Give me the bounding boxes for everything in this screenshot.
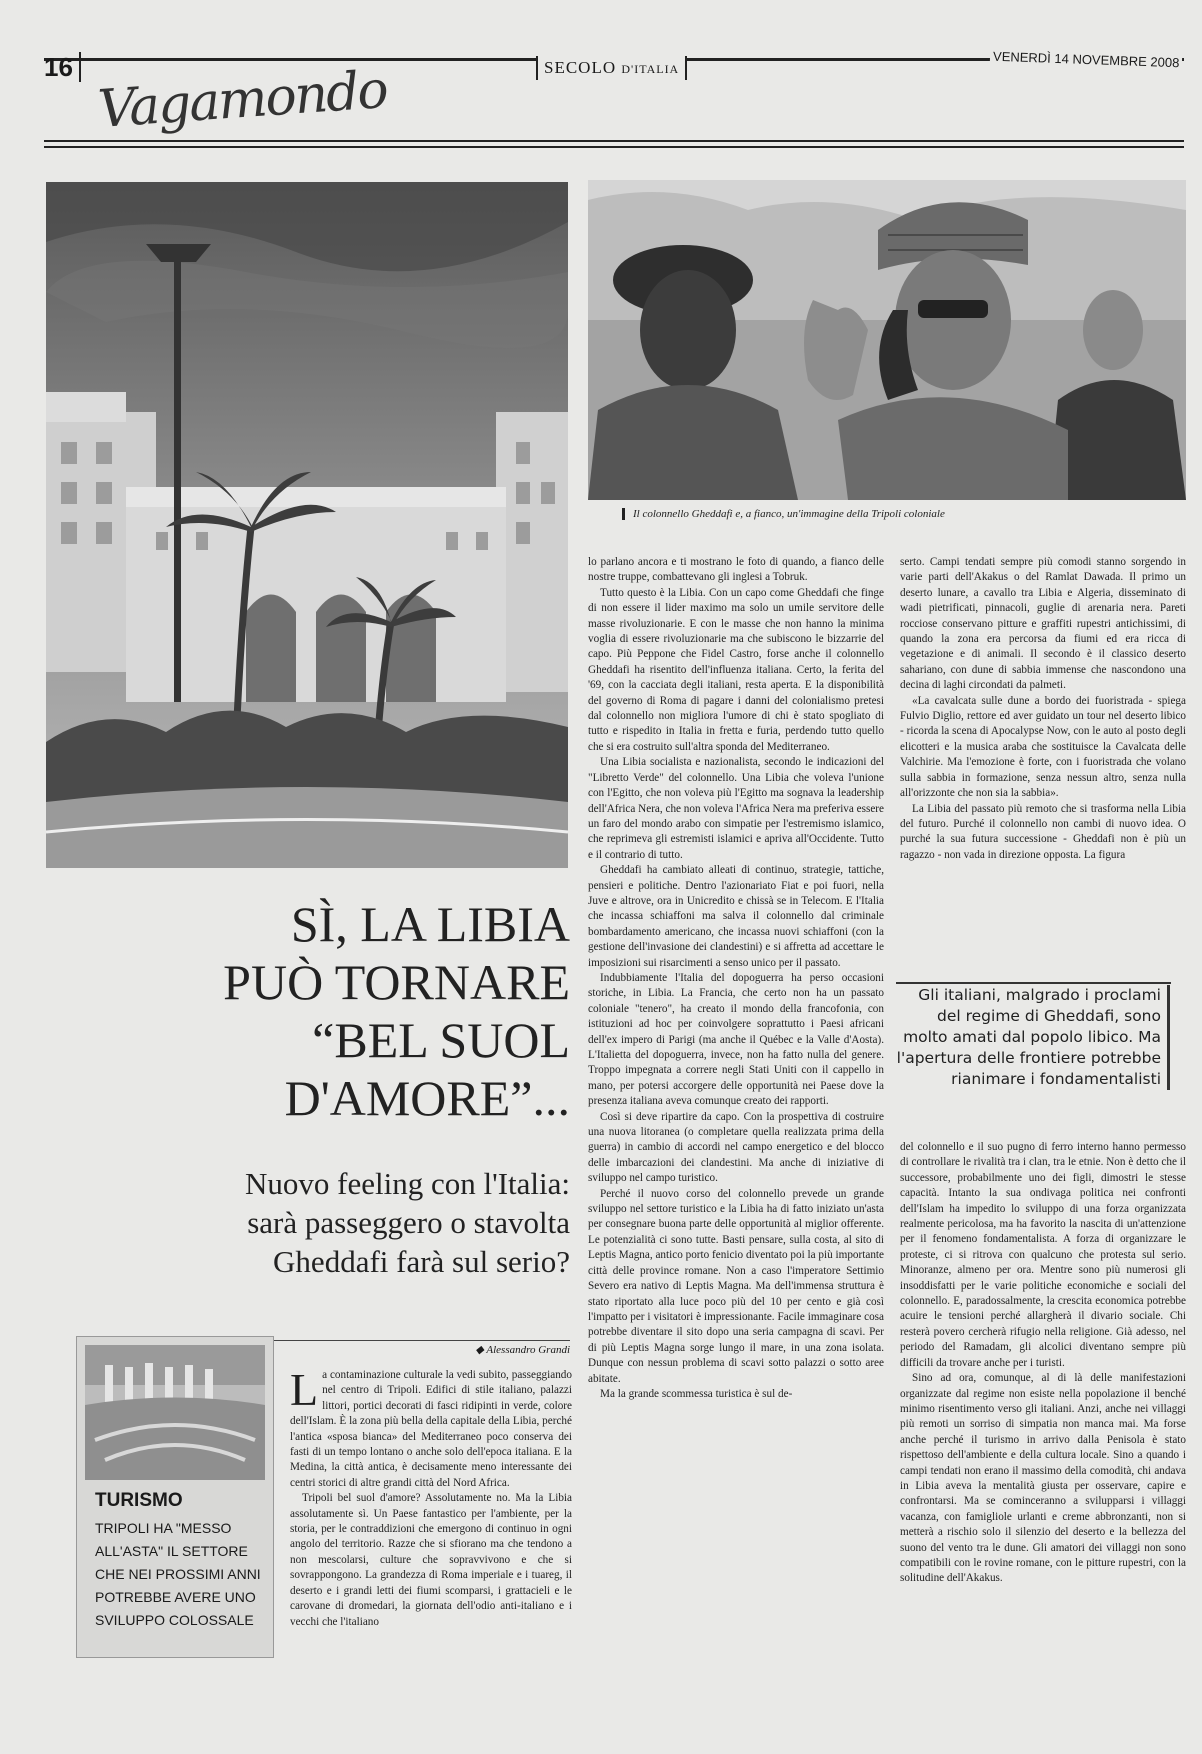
col3-paragraph: «La cavalcata sulle dune a bordo dei fuoristrada - spiega Fulvio Diglio, rettore ed aver guidato un tour nel deserto libico - ricorda la scena di Apocalypse Now, con le auto al posto degli elicotteri e la musica araba che sostituisce la Cavalcata delle Valchirie. Ma l'emozione è forte, con i fuoristrada che volano sulla sabbia in formazione, senza nessun altro, senza nulla all'orizzonte che non sia la sabbia».: [900, 694, 1186, 800]
col1-paragraph: Tripoli bel suol d'amore? Assolutamente no. Ma la Libia assolutamente sì. Un Paese fantastico per l'ambiente, per la storia, per le contraddizioni che emergono di continuo in ogni angolo del territorio. Razze che si sfiorano ma che tendono a non mescolarsi, culture che sopravvivono e che si sovrappongono. La grandezza di Roma imperiale e i tuareg, il deserto e i grandi letti dei fiumi scomparsi, i grattacieli e le carovane di dromedari, la giornata dell'odio anti-italiano e i vecchi che l'italiano: [290, 1492, 572, 1628]
headline-line-1: SÌ, LA LIBIA: [290, 896, 570, 952]
section-title: Vagamondo: [96, 60, 389, 140]
col3-paragraph: Sino ad ora, comunque, al di là delle manifestazioni organizzate dal regime non esiste nella popolazione il benché minimo risentimento verso gli italiani. Anzi, anche nei villaggi più remoti un sorriso di simpatia non manca mai. Ma forse anche perché il turismo in arrivo dalla Penisola è stato rispettoso dell'ambiente e della cultura locale. Sino a quando i campi tendati non erano il massimo della comodità, chi andava in Libia aveva la mentalità giusta per osservare, capire e confrontarsi. Ma se cominceranno a svilupparsi i villaggi vacanza, con famigliole urlanti e creme abbronzanti, non si metterà a rischio solo il silenzio del deserto e la bellezza del suono del vento tra le dune. Gli amatori dei villaggi non sono compatibili con le rovine romane, con le pitture rupestri, con la solitudine dell'Akakus.: [900, 1372, 1186, 1585]
byline: ◆ Alessandro Grandi: [270, 1340, 570, 1356]
masthead-suffix: D'ITALIA: [621, 62, 680, 76]
col2-paragraph: Perché il nuovo corso del colonnello prevede un grande sviluppo nel settore turistico e la Libia ha di fatto iniziato un'asta per consegnare buona parte delle opportunità al miglior offerente. Le potenzialità ci sono tutte. Basti pensare, sulla costa, al sito di Leptis Magna, antico porto fenicio diventato poi la più importante città delle province romane. Non a caso l'imperatore Settimio Severo era nativo di Leptis Magna. Ma dell'immensa struttura è stato riportato alla luce poco più del 10 per cento e già così l'impatto per i visitatori è impressionante. Facile immaginare cosa potrebbe diventare il sito dopo una seria campagna di scavi. Per di più Leptis Magna sorge lungo il mare, in una zona isolata. Dunque con nessun problema di scavi sotto palazzi o sotto aree abitate.: [588, 1187, 884, 1385]
masthead-title: SECOLO: [544, 58, 617, 77]
section-rule: [44, 140, 1184, 148]
col2-paragraph: Ma la grande scommessa turistica è sul de-: [600, 1387, 793, 1400]
masthead: [536, 56, 687, 80]
article-column-1: [290, 1368, 572, 1713]
subheadline-line-3: Gheddafi farà sul serio?: [273, 1244, 570, 1279]
article-column-2: [588, 555, 884, 1715]
pullquote: Gli italiani, malgrado i proclami del regime di Gheddafi, sono molto amati dal popolo libico. Ma l'apertura delle frontiere potrebbe rianimare i fondamentalisti: [896, 985, 1170, 1090]
sidebar-title: TURISMO: [95, 1490, 183, 1511]
subheadline-line-1: Nuovo feeling con l'Italia:: [245, 1166, 570, 1201]
headline: [60, 895, 570, 1127]
col3-paragraph: serto. Campi tendati sempre più comodi stanno sorgendo in varie parti dell'Akakus o del Ramlat Dawada. Il primo un deserto lunare, a cavallo tra Libia e Algeria, disseminato di wadi pietrificati, pinnacoli, guglie di arenaria nera. Pareti rocciose conservano pitture e graffiti rupestri antichissimi, di quando la zona era percorsa da fiumi ed era ricca di vegetazione e di animali. Il secondo è il classico deserto sahariano, con dune di sabbia immense che nascondono una decina di laghi circondati da palmeti.: [900, 556, 1186, 692]
article-column-3-top: [900, 555, 1186, 965]
col2-paragraph: Una Libia socialista e nazionalista, secondo le indicazioni del "Libretto Verde" del colonnello. Una Libia che voleva l'unione con l'Egitto, che non voleva più l'Egitto ma sognava la leadership dell'Africa Nera, che non voleva l'Africa Nera ma preferiva essere un faro del mondo arabo con simpatie per l'estremismo islamico, che reprimeva gli estremisti islamici e apriva all'Occidente. Tutto e il contrario di tutto.: [588, 756, 884, 861]
headline-line-4: D'AMORE”...: [284, 1070, 570, 1126]
col3-paragraph: La Libia del passato più remoto che si trasforma nella Libia del futuro. Purché il colonnello non cambi di nuovo idea. O purché la sua futura successione - Gheddafi non è più un ragazzo - non vada in direzione opposta. La figura: [900, 802, 1186, 861]
subheadline: [60, 1164, 570, 1281]
col1-paragraph: a contaminazione culturale la vedi subito, passeggiando nel centro di Tripoli. Edifici di stile italiano, palazzi littori, portici decorati di fasci ridipinti in verde, colore dell'Islam. È la zona più bella della capitale della Libia, perché l'antica «sposa bianca» del Mediterraneo poco conserva dei fasti di un tempo lontano o anche solo dell'epoca italiana. E la Medina, la città antica, è decisamente meno interessante dei centri storici di altre grandi città del Nord Africa.: [290, 1369, 572, 1489]
page-number: 16: [44, 52, 81, 82]
col2-paragraph: Così si deve ripartire da capo. Con la prospettiva di costruire una nuova litoranea (o completare quella realizzata prima della guerra) in cambio di accordi nel campo energetico e del blocco delle imbarcazioni dei clandestini. Ma anche di iniziative di sviluppo nel campo turistico.: [588, 1110, 884, 1185]
gheddafi-photo: [588, 180, 1186, 500]
photo-caption: Il colonnello Gheddafi e, a fianco, un'immagine della Tripoli coloniale: [622, 508, 1153, 520]
headline-line-3: “BEL SUOL: [312, 1012, 570, 1068]
col2-paragraph: Indubbiamente l'Italia del dopoguerra ha perso occasioni storiche, in Libia. La Francia, che certo non ha un passato coloniale "tenero", ha creato il mondo della francofonia, con istituzioni ad hoc per coinvolgere soprattutto i Paesi africani dell'ex impero di Parigi (ma anche il Québec e la Valle d'Aosta). L'Italietta del dopoguerra, invece, non ha fatto nulla del genere. Troppo impegnata a correre negli Stati Uniti con il cappello in mano, per potersi accorgere delle opportunità nei Paese dove la presenza italiana aveva comunque creato dei rapporti.: [588, 971, 884, 1108]
pullquote-rule: [896, 982, 1171, 984]
headline-line-2: PUÒ TORNARE: [223, 954, 570, 1010]
subheadline-line-2: sarà passeggero o stavolta: [247, 1205, 570, 1240]
col2-paragraph: Tutto questo è la Libia. Con un capo come Gheddafi che finge di non essere il lider maximo ma solo un umile servitore delle masse rivoluzionarie. E con le masse che non hanno la minima voglia di essere rivoluzionarie ma che subiscono le bizzarrie del capo. Più Peppone che Fidel Castro, forse anche il colonnello Gheddafi ha risentito dell'influenza italiana. Certo, la ferita del '69, con la cacciata degli italiani, resta aperta. E la disponibilità del governo di Roma di pagare i danni del colonialismo pretesi dal colonnello non migliora l'umore di chi è stato spogliato di tutto e rispedito in Italia in fretta e furia, perdendo tutto quello che si era costruito sull'altra sponda del Mediterraneo.: [588, 586, 884, 753]
article-column-3-bottom: [900, 1140, 1186, 1715]
col2-paragraph: Gheddafi ha cambiato alleati di continuo, strategie, tattiche, pensieri e politiche. Dentro l'azionariato Fiat e poi fuori, nella Juve e altrove, ora in Unicredito e chissà se in Telecom. E l'Italia che incassa schiaffoni ma salva il colonnello dal criminale bombardamento americano, che incassa nuovi schiaffoni (con la gestione dell'invasione dei clandestini) e si affretta ad accettare le imposizioni sui risarcimenti a senso unico per il passato.: [588, 864, 884, 969]
drop-cap: L: [290, 1368, 319, 1415]
col3-paragraph: del colonnello e il suo pugno di ferro interno hanno permesso di controllare le rivalità tra i clan, tra le etnie. Non è detto che il successore, probabilmente uno dei figli, dimostri le stesse capacità. Intanto la sua ondivaga politica nei confronti dell'Islam ha impedito lo sviluppo di una forza organizzata realmente pericolosa, ma ha favorito la nascita di un'attenzione per il fenomeno fondamentalista. A forza di organizzare le proteste, ci si ritrova con qualcuno che protesta sul serio. Minoranze, almeno per ora. Mentre sono più numerosi gli insoddisfatti per le varie politiche economiche e sociali del colonnello. E, paradossalmente, la crescita economica potrebbe acuire le tensioni perché allargherà il divario sociale. Chi resterà povero cercherà rifugio nella religione. Già adesso, nel periodo del Ramadam, gli alcolici diventano sempre più difficili da trovare anche per i turisti.: [900, 1141, 1186, 1369]
tripoli-photo: [46, 182, 568, 868]
sidebar-text: TRIPOLI HA "MESSO ALL'ASTA" IL SETTORE CHE NEI PROSSIMI ANNI POTREBBE AVERE UNO SVILUPPO COLOSSALE: [95, 1520, 261, 1628]
issue-date: VENERDÌ 14 NOVEMBRE 2008: [990, 49, 1183, 71]
author-name: Alessandro Grandi: [486, 1344, 570, 1356]
leptis-magna-photo: [85, 1345, 265, 1480]
col2-paragraph: lo parlano ancora e ti mostrano le foto di quando, a fianco delle nostre truppe, combattevano gli inglesi a Tobruk.: [588, 556, 884, 584]
